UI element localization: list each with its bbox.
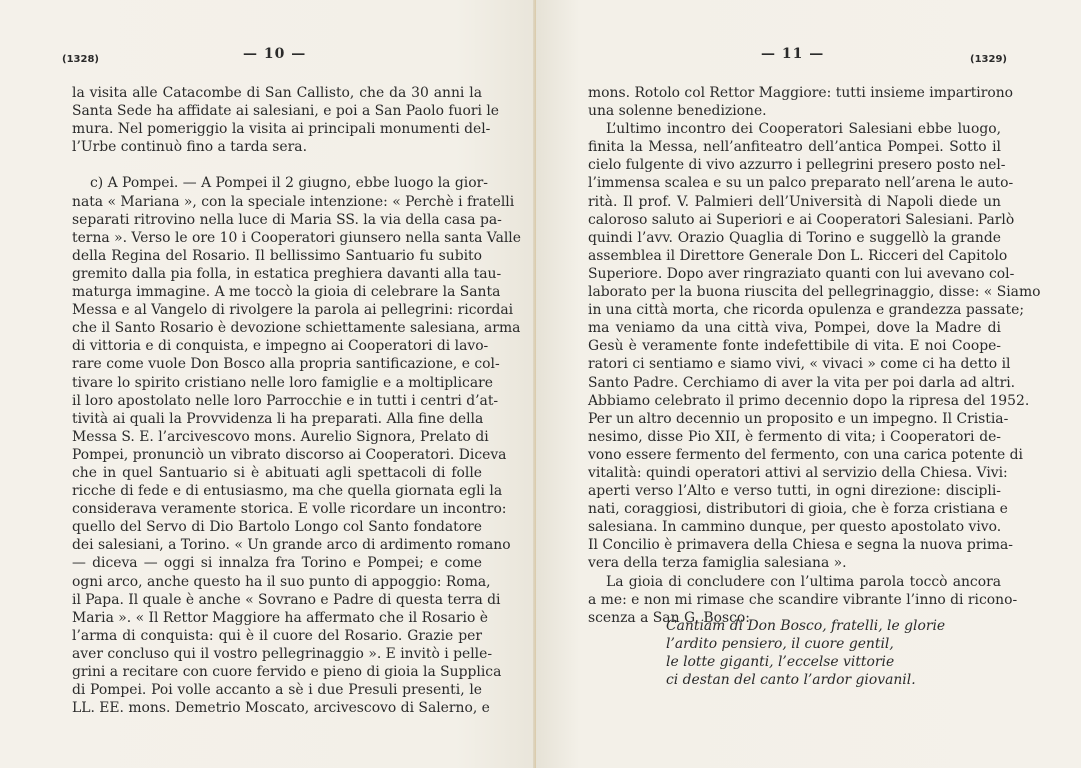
poem-line: le lotte giganti, l’eccelse vittorie bbox=[666, 654, 895, 671]
left-page-reference: (1328) bbox=[62, 54, 99, 65]
text-line: laborato per la buona riuscita del pellegrinaggio, disse: « Siamo bbox=[588, 284, 1041, 301]
left-page-body bbox=[72, 84, 521, 717]
text-line: rare come vuole Don Bosco alla propria santificazione, e col- bbox=[72, 356, 500, 373]
poem-line: Cantiam di Don Bosco, fratelli, le glorie bbox=[666, 618, 946, 634]
text-line: Messa e al Vangelo di rivolgere la parola ai pellegrini: ricordai bbox=[72, 302, 514, 319]
text-line: il loro apostolato nelle loro Parrocchie e in tutti i centri d’at- bbox=[72, 392, 499, 409]
right-page bbox=[536, 0, 1081, 768]
left-page bbox=[0, 0, 536, 768]
text-line: ma veniamo da una città viva, Pompei, dove la Madre di bbox=[588, 320, 1001, 337]
text-line: Santo Padre. Cerchiamo di aver la vita per poi darla ad altri. bbox=[588, 374, 1016, 391]
text-line: tività ai quali la Provvidenza li ha preparati. Alla fine della bbox=[72, 410, 484, 427]
text-line: vera della terza famiglia salesiana ». bbox=[588, 555, 847, 572]
text-line: in una città morta, che ricorda opulenza e grandezza passate; bbox=[588, 302, 1025, 319]
text-line: dei salesiani, a Torino. « Un grande arco di ardimento romano bbox=[72, 537, 511, 554]
text-line: ricche di fede e di entusiasmo, ma che quella giornata egli la bbox=[72, 483, 503, 500]
text-line: l’immensa scalea e su un palco preparato nell’arena le auto- bbox=[588, 175, 1014, 192]
text-line: Superiore. Dopo aver ringraziato quanti con lui avevano col- bbox=[588, 265, 1015, 282]
text-line: che in quel Santuario si è abituati agli spettacoli di folle bbox=[72, 464, 482, 481]
text-line: l’Urbe continuò fino a tarda sera. bbox=[72, 139, 307, 156]
right-page-body bbox=[588, 84, 1041, 627]
text-line: terna ». Verso le ore 10 i Cooperatori giunsero nella santa Valle bbox=[72, 229, 521, 246]
text-line: caloroso saluto ai Superiori e ai Cooperatori Salesiani. Parlò bbox=[588, 211, 1015, 228]
text-line: Il Concilio è primavera della Chiesa e segna la nuova prima- bbox=[588, 537, 1013, 554]
text-line: mons. Rotolo col Rettor Maggiore: tutti insieme impartirono bbox=[588, 85, 1014, 101]
text-line: assemblea il Direttore Generale Don L. Ricceri del Capitolo bbox=[588, 247, 1008, 264]
text-line: Maria ». « Il Rettor Maggiore ha affermato che il Rosario è bbox=[72, 609, 488, 626]
text-line: La gioia di concludere con l’ultima parola toccò ancora bbox=[606, 573, 1001, 590]
text-line: cielo fulgente di vivo azzurro i pellegrini presero posto nel- bbox=[588, 157, 1006, 174]
text-line: la visita alle Catacombe di San Callisto, che da 30 anni la bbox=[72, 85, 482, 101]
text-line: della Regina del Rosario. Il bellissimo Santuario fu subito bbox=[72, 247, 482, 264]
text-line: LL. EE. mons. Demetrio Moscato, arcivescovo di Salerno, e bbox=[72, 700, 490, 717]
text-line: mura. Nel pomeriggio la visita ai principali monumenti del- bbox=[72, 121, 491, 138]
text-line: gremito dalla pia folla, in estatica preghiera davanti alla tau- bbox=[72, 265, 502, 282]
poem-stanza bbox=[666, 617, 945, 689]
text-line: scenza a San G. Bosco: bbox=[588, 609, 750, 626]
text-line: Gesù è veramente fonte indefettibile di vita. E noi Coope- bbox=[588, 338, 1001, 355]
text-line: nati, coraggiosi, distributori di gioia, che è forza cristiana e bbox=[588, 501, 1008, 518]
text-line: Abbiamo celebrato il primo decennio dopo la ripresa del 1952. bbox=[588, 392, 1030, 409]
text-line: finita la Messa, nell’anfiteatro dell’antica Pompei. Sotto il bbox=[588, 139, 1001, 156]
text-line: grini a recitare con cuore fervido e pieno di gioia la Supplica bbox=[72, 664, 502, 680]
text-line: maturga immagine. A me toccò la gioia di celebrare la Santa bbox=[72, 284, 501, 301]
text-line: Santa Sede ha affidate ai salesiani, e poi a San Paolo fuori le bbox=[72, 103, 500, 120]
right-page-reference: (1329) bbox=[970, 54, 1007, 65]
poem-line: ci destan del canto l’ardor giovanil. bbox=[666, 672, 916, 689]
poem-line: l’ardito pensiero, il cuore gentil, bbox=[666, 636, 894, 653]
text-line: nesimo, disse Pio XII, è fermento di vita; i Cooperatori de- bbox=[588, 428, 1001, 445]
text-line: ogni arco, anche questo ha il suo punto di appoggio: Roma, bbox=[72, 573, 491, 590]
text-line: — diceva — oggi si innalza fra Torino e Pompei; e come bbox=[72, 555, 482, 572]
text-line: quello del Servo di Dio Bartolo Longo col Santo fondatore bbox=[72, 519, 482, 536]
text-line: nata « Mariana », con la speciale intenzione: « Perchè i fratelli bbox=[72, 193, 515, 210]
text-line: che il Santo Rosario è devozione schiettamente salesiana, arma bbox=[72, 320, 521, 337]
text-line: una solenne benedizione. bbox=[588, 103, 767, 120]
text-line: di Pompei. Poi volle accanto a sè i due Presuli presenti, le bbox=[72, 682, 482, 699]
text-line: aperti verso l’Alto e verso tutti, in ogni direzione: discipli- bbox=[588, 483, 1001, 500]
text-line: Pompei, pronunciò un vibrato discorso ai Cooperatori. Diceva bbox=[72, 446, 507, 463]
text-line: aver concluso qui il vostro pellegrinaggio ». E invitò i pelle- bbox=[72, 645, 493, 662]
text-line: salesiana. In cammino dunque, per questo apostolato vivo. bbox=[588, 519, 1002, 536]
text-line: separati ritrovino nella luce di Maria SS. la via della casa pa- bbox=[72, 211, 502, 228]
text-line: quindi l’avv. Orazio Quaglia di Torino e suggellò la grande bbox=[588, 229, 1001, 246]
text-line bbox=[72, 156, 482, 174]
text-line: vono essere fermento del fermento, con una carica potente di bbox=[588, 446, 1023, 463]
text-line: Per un altro decennio un proposito e un impegno. Il Cristia- bbox=[588, 410, 1009, 427]
text-line: di vittoria e di conquista, e impegno ai Cooperatori di lavo- bbox=[72, 338, 489, 355]
text-line: ratori ci sentiamo e siamo vivi, « vivaci » come ci ha detto il bbox=[588, 356, 1011, 373]
right-page-number: — 11 — bbox=[761, 46, 825, 62]
text-line: considerava veramente storica. E volle ricordare un incontro: bbox=[72, 501, 507, 518]
text-line: tivare lo spirito cristiano nelle loro famiglie e a moltiplicare bbox=[72, 374, 493, 391]
left-page-number: — 10 — bbox=[243, 46, 307, 62]
text-line: a me: e non mi rimase che scandire vibrante l’inno di ricono- bbox=[588, 591, 1018, 608]
text-line: l’arma di conquista: qui è il cuore del Rosario. Grazie per bbox=[72, 627, 482, 644]
text-line: c) A Pompei. — A Pompei il 2 giugno, ebbe luogo la gior- bbox=[90, 175, 488, 192]
text-line: Messa S. E. l’arcivescovo mons. Aurelio Signora, Prelato di bbox=[72, 428, 489, 445]
text-line: il Papa. Il quale è anche « Sovrano e Padre di questa terra di bbox=[72, 591, 501, 608]
text-line: rità. Il prof. V. Palmieri dell’Università di Napoli diede un bbox=[588, 193, 1001, 210]
text-line: vitalità: quindi operatori attivi al servizio della Chiesa. Vivi: bbox=[588, 464, 1008, 481]
text-line: L’ultimo incontro dei Cooperatori Salesiani ebbe luogo, bbox=[606, 121, 1001, 138]
